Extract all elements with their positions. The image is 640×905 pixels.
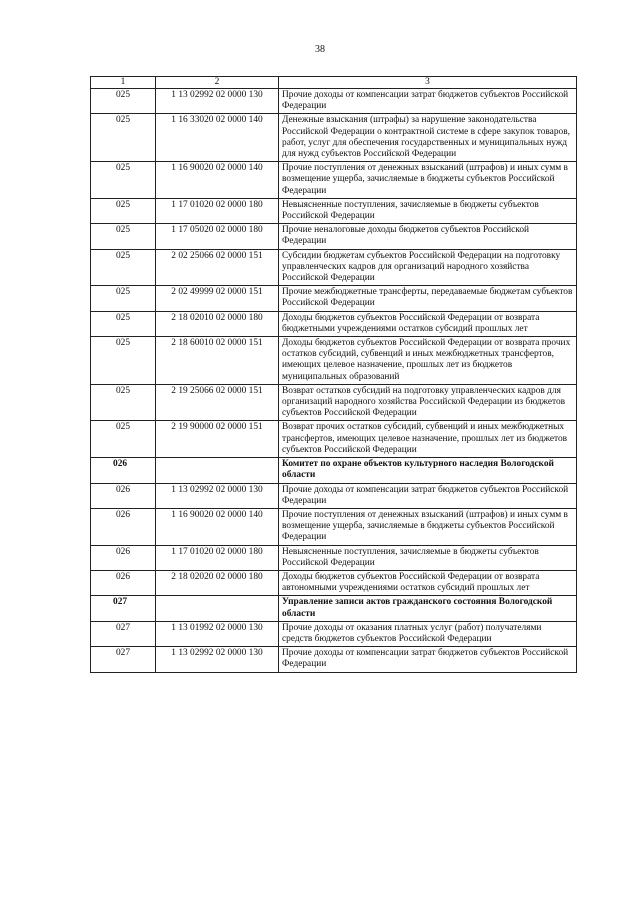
- budget-code-cell: [156, 458, 279, 483]
- description-cell: Доходы бюджетов субъектов Российской Федерации от возврата бюджетными учреждениями остатков субсидий прошлых лет: [279, 311, 577, 336]
- table-row: [91, 421, 577, 458]
- table-row: [91, 311, 577, 336]
- section-header-row: [91, 596, 577, 621]
- table-row: [91, 249, 577, 286]
- budget-code-cell: 2 18 60010 02 0000 151: [156, 337, 279, 385]
- description-cell: Возврат прочих остатков субсидий, субвенций и иных межбюджетных трансфертов, имеющих целевое назначение, прошлых лет из бюджетов субъектов Российской Федерации: [279, 421, 577, 458]
- admin-code-cell: 026: [91, 458, 156, 483]
- column-header-description: 3: [279, 77, 577, 89]
- description-cell: Невыясненные поступления, зачисляемые в бюджеты субъектов Российской Федерации: [279, 198, 577, 223]
- budget-code-cell: 1 13 02992 02 0000 130: [156, 647, 279, 672]
- revenue-codes-table: [90, 76, 577, 673]
- admin-code-cell: 026: [91, 545, 156, 570]
- budget-code-cell: 1 17 01020 02 0000 180: [156, 545, 279, 570]
- budget-code-cell: 2 18 02010 02 0000 180: [156, 311, 279, 336]
- table-row: [91, 621, 577, 646]
- description-cell: Доходы бюджетов субъектов Российской Федерации от возврата автономными учреждениями остатков субсидий прошлых лет: [279, 570, 577, 595]
- table-row: [91, 545, 577, 570]
- table-row: [91, 162, 577, 199]
- admin-code-cell: 027: [91, 596, 156, 621]
- budget-code-cell: 2 19 25066 02 0000 151: [156, 384, 279, 421]
- admin-code-cell: 026: [91, 483, 156, 508]
- budget-code-cell: 1 13 01992 02 0000 130: [156, 621, 279, 646]
- budget-code-cell: 2 19 90000 02 0000 151: [156, 421, 279, 458]
- description-cell: Прочие межбюджетные трансферты, передаваемые бюджетам субъектов Российской Федерации: [279, 286, 577, 311]
- description-cell: Прочие доходы от компенсации затрат бюджетов субъектов Российской Федерации: [279, 647, 577, 672]
- description-cell: Денежные взыскания (штрафы) за нарушение законодательства Российской Федерации о контрактной системе в сфере закупок товаров, работ, услуг для обеспечения государственных и муниципальных нужд для нужд субъектов Российской Федерации: [279, 114, 577, 162]
- budget-code-cell: 1 13 02992 02 0000 130: [156, 89, 279, 114]
- budget-code-cell: 2 02 25066 02 0000 151: [156, 249, 279, 286]
- table-row: [91, 89, 577, 114]
- description-cell: Субсидии бюджетам субъектов Российской Федерации на подготовку управленческих кадров для организаций народного хозяйства Российской Федерации: [279, 249, 577, 286]
- description-cell: Управление записи актов гражданского состояния Вологодской области: [279, 596, 577, 621]
- admin-code-cell: 025: [91, 421, 156, 458]
- budget-code-cell: 1 13 02992 02 0000 130: [156, 483, 279, 508]
- table-body: [91, 89, 577, 673]
- description-cell: Комитет по охране объектов культурного наследия Вологодской области: [279, 458, 577, 483]
- budget-code-cell: 1 16 90020 02 0000 140: [156, 508, 279, 545]
- page-number: 38: [315, 44, 325, 55]
- admin-code-cell: 025: [91, 198, 156, 223]
- budget-code-cell: 2 18 02020 02 0000 180: [156, 570, 279, 595]
- description-cell: Доходы бюджетов субъектов Российской Федерации от возврата прочих остатков субсидий, субвенций и иных межбюджетных трансфертов, имеющих целевое назначение, прошлых лет из бюджетов муниципальных образований: [279, 337, 577, 385]
- admin-code-cell: 027: [91, 647, 156, 672]
- admin-code-cell: 025: [91, 249, 156, 286]
- budget-code-cell: 1 17 01020 02 0000 180: [156, 198, 279, 223]
- table-row: [91, 508, 577, 545]
- table-row: [91, 647, 577, 672]
- budget-code-cell: 2 02 49999 02 0000 151: [156, 286, 279, 311]
- budget-code-cell: 1 16 33020 02 0000 140: [156, 114, 279, 162]
- admin-code-cell: 025: [91, 89, 156, 114]
- table-row: [91, 114, 577, 162]
- budget-code-cell: 1 16 90020 02 0000 140: [156, 162, 279, 199]
- description-cell: Прочие доходы от компенсации затрат бюджетов субъектов Российской Федерации: [279, 89, 577, 114]
- section-header-row: [91, 458, 577, 483]
- table-row: [91, 224, 577, 249]
- description-cell: Прочие доходы от оказания платных услуг (работ) получателями средств бюджетов субъектов Российской Федерации: [279, 621, 577, 646]
- admin-code-cell: 025: [91, 114, 156, 162]
- admin-code-cell: 025: [91, 286, 156, 311]
- column-header-admin: 1: [91, 77, 156, 89]
- table-header-row: [91, 77, 577, 89]
- table-row: [91, 483, 577, 508]
- admin-code-cell: 025: [91, 224, 156, 249]
- admin-code-cell: 025: [91, 337, 156, 385]
- description-cell: Невыясненные поступления, зачисляемые в бюджеты субъектов Российской Федерации: [279, 545, 577, 570]
- budget-code-cell: 1 17 05020 02 0000 180: [156, 224, 279, 249]
- table-row: [91, 198, 577, 223]
- budget-code-cell: [156, 596, 279, 621]
- description-cell: Прочие поступления от денежных взысканий (штрафов) и иных сумм в возмещение ущерба, зачисляемые в бюджеты субъектов Российской Федерации: [279, 508, 577, 545]
- admin-code-cell: 027: [91, 621, 156, 646]
- table-row: [91, 337, 577, 385]
- description-cell: Возврат остатков субсидий на подготовку управленческих кадров для организаций народного хозяйства Российской Федерации из бюджетов субъектов Российской Федерации: [279, 384, 577, 421]
- description-cell: Прочие доходы от компенсации затрат бюджетов субъектов Российской Федерации: [279, 483, 577, 508]
- table-row: [91, 570, 577, 595]
- admin-code-cell: 025: [91, 384, 156, 421]
- admin-code-cell: 025: [91, 311, 156, 336]
- table-row: [91, 286, 577, 311]
- admin-code-cell: 025: [91, 162, 156, 199]
- description-cell: Прочие поступления от денежных взысканий (штрафов) и иных сумм в возмещение ущерба, зачисляемые в бюджеты субъектов Российской Федерации: [279, 162, 577, 199]
- admin-code-cell: 026: [91, 508, 156, 545]
- column-header-code: 2: [156, 77, 279, 89]
- description-cell: Прочие неналоговые доходы бюджетов субъектов Российской Федерации: [279, 224, 577, 249]
- table-row: [91, 384, 577, 421]
- admin-code-cell: 026: [91, 570, 156, 595]
